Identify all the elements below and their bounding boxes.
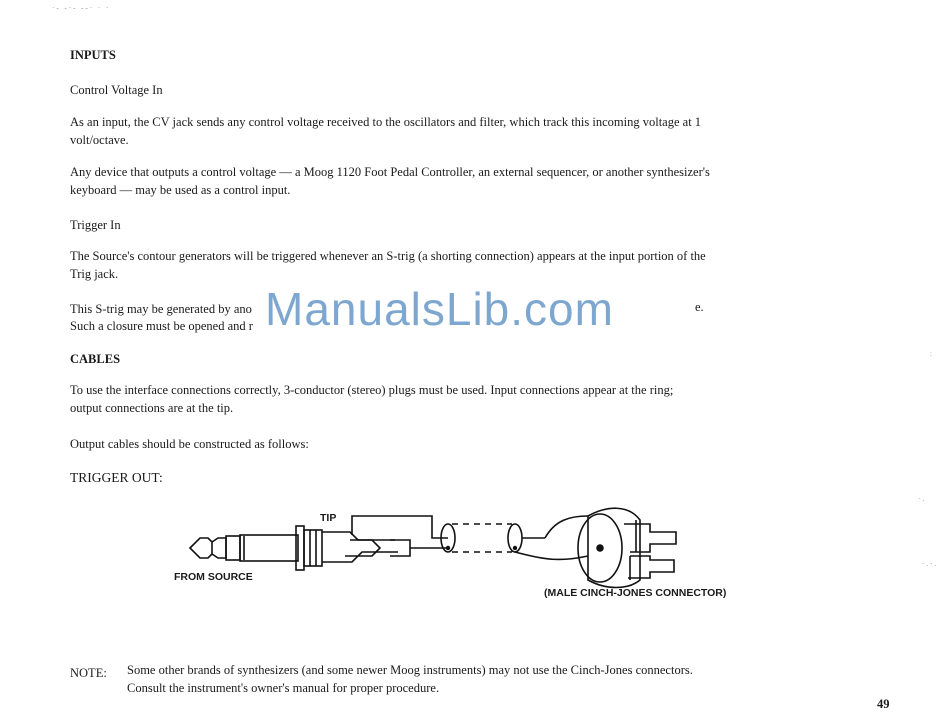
cables-paragraph-2: Output cables should be constructed as follows:: [70, 437, 309, 451]
note-text: Some other brands of synthesizers (and some newer Moog instruments) may not use the Cinch-Jones connectors. Consult the instrument's owner's manual for proper procedure.: [127, 663, 693, 695]
cv-paragraph-2: Any device that outputs a control voltage — a Moog 1120 Foot Pedal Controller, an external sequencer, or another synthesizer's keyboard — may be used as a control input.: [70, 165, 710, 197]
scan-speck-right-2: ·.: [918, 495, 927, 503]
trigger-paragraph-1: The Source's contour generators will be triggered whenever an S-trig (a shorting connection) appears at the input portion of the Trig jack.: [70, 249, 706, 281]
trigger-out-label: TRIGGER OUT:: [70, 470, 163, 485]
from-source-label: FROM SOURCE: [174, 571, 253, 583]
scan-speck-right-3: ·.·.: [922, 560, 939, 568]
scan-speck-right: :: [930, 350, 934, 358]
stereo-plug: [190, 516, 588, 570]
trigger-paragraph-2-line-1: This S-trig may be generated by ano: [70, 302, 252, 316]
cinch-jones-connector: [578, 508, 676, 587]
lug-dots: [446, 546, 517, 550]
inputs-heading: INPUTS: [70, 48, 116, 62]
trigger-paragraph-2-line-2: Such a closure must be opened and r: [70, 319, 253, 333]
cv-paragraph-1: As an input, the CV jack sends any control voltage received to the oscillators and filter, which track this incoming voltage at 1 volt/octave.: [70, 115, 702, 147]
trigger-in-heading: Trigger In: [70, 218, 121, 232]
connector-label: (MALE CINCH-JONES CONNECTOR): [544, 587, 727, 599]
cable-break: [452, 524, 512, 552]
watermark: ManualsLib.com: [265, 283, 614, 335]
note-label: NOTE:: [70, 666, 107, 680]
cables-heading: CABLES: [70, 352, 121, 366]
cables-paragraph-1: To use the interface connections correctly, 3-conductor (stereo) plugs must be used. Input connections appear at the ring; output connections are at the tip.: [70, 383, 674, 415]
cv-heading: Control Voltage In: [70, 83, 163, 97]
trigger-paragraph-2-line-1-end: e.: [695, 300, 704, 314]
tip-label: TIP: [320, 512, 337, 524]
page-number: 49: [877, 697, 890, 711]
scan-speck: ·- -·- --· · ·: [52, 4, 111, 12]
